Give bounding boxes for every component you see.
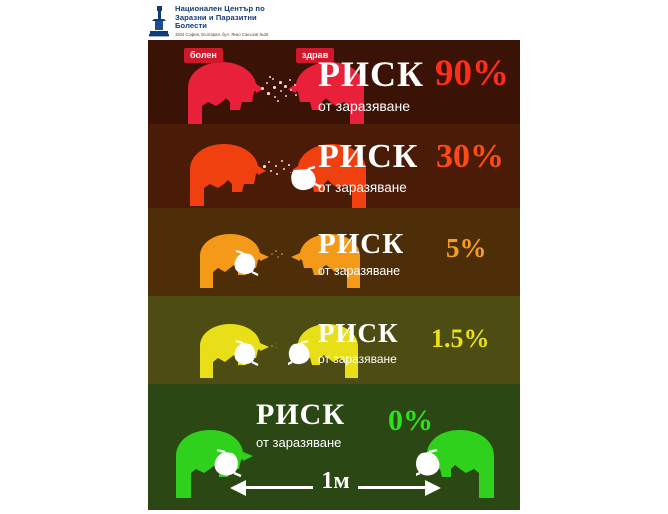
droplet-spray-medium: [262, 156, 296, 178]
risk-word-90: РИСК: [318, 54, 425, 94]
risk-text-5: [318, 230, 404, 278]
risk-percent-0: 0%: [388, 404, 433, 437]
risk-row-30: [148, 124, 520, 208]
head-left-no-mask: [180, 140, 266, 206]
org-line-3: Болести: [175, 21, 208, 31]
distance-label: 1м: [313, 468, 357, 495]
head-left-with-mask: [192, 230, 270, 288]
risk-row-5: [148, 208, 520, 296]
risk-percent-30: 30%: [436, 138, 504, 175]
risk-sub-5: от заразяване: [318, 264, 401, 278]
risk-sub-30: от заразяване: [318, 180, 407, 195]
risk-text-0: [256, 400, 345, 449]
droplet-spray-light: [270, 248, 286, 260]
risk-row-1-5: [148, 296, 520, 384]
risk-word-30: РИСК: [318, 138, 419, 175]
org-line-2: Заразни и Паразитни: [175, 12, 257, 22]
risk-sub-90: от заразяване: [318, 98, 410, 114]
droplet-spray-minimal: [270, 342, 280, 350]
organization-header: [148, 4, 448, 40]
org-line-1: Национален Център по: [175, 4, 265, 13]
risk-word-5: РИСК: [318, 228, 405, 260]
droplet-spray-heavy: [260, 76, 300, 102]
risk-row-0: [148, 384, 520, 510]
risk-word-0: РИСК: [256, 398, 346, 431]
risk-percent-1-5: 1.5%: [431, 324, 490, 353]
org-address: 1504 София, България, бул. Янко Сакъзов №26: [175, 32, 269, 38]
risk-percent-5: 5%: [446, 233, 487, 263]
risk-percent-90: 90%: [435, 53, 509, 94]
head-left-with-mask: [192, 320, 270, 378]
risk-word-1-5: РИСК: [318, 318, 399, 348]
label-healthy: здрав: [296, 48, 334, 63]
microscope-logo-icon: [148, 4, 170, 38]
organization-text: [175, 4, 268, 38]
distance-label-holder: [228, 468, 443, 495]
risk-text-90: [318, 56, 424, 113]
risk-sub-1-5: от заразяване: [318, 352, 397, 366]
risk-text-1-5: [318, 320, 399, 365]
risk-row-90: [148, 40, 520, 124]
head-left-no-mask: [178, 58, 264, 124]
label-sick: болен: [184, 48, 223, 63]
risk-bands: [148, 40, 520, 510]
risk-text-30: [318, 140, 418, 195]
risk-sub-0: от заразяване: [256, 435, 342, 450]
